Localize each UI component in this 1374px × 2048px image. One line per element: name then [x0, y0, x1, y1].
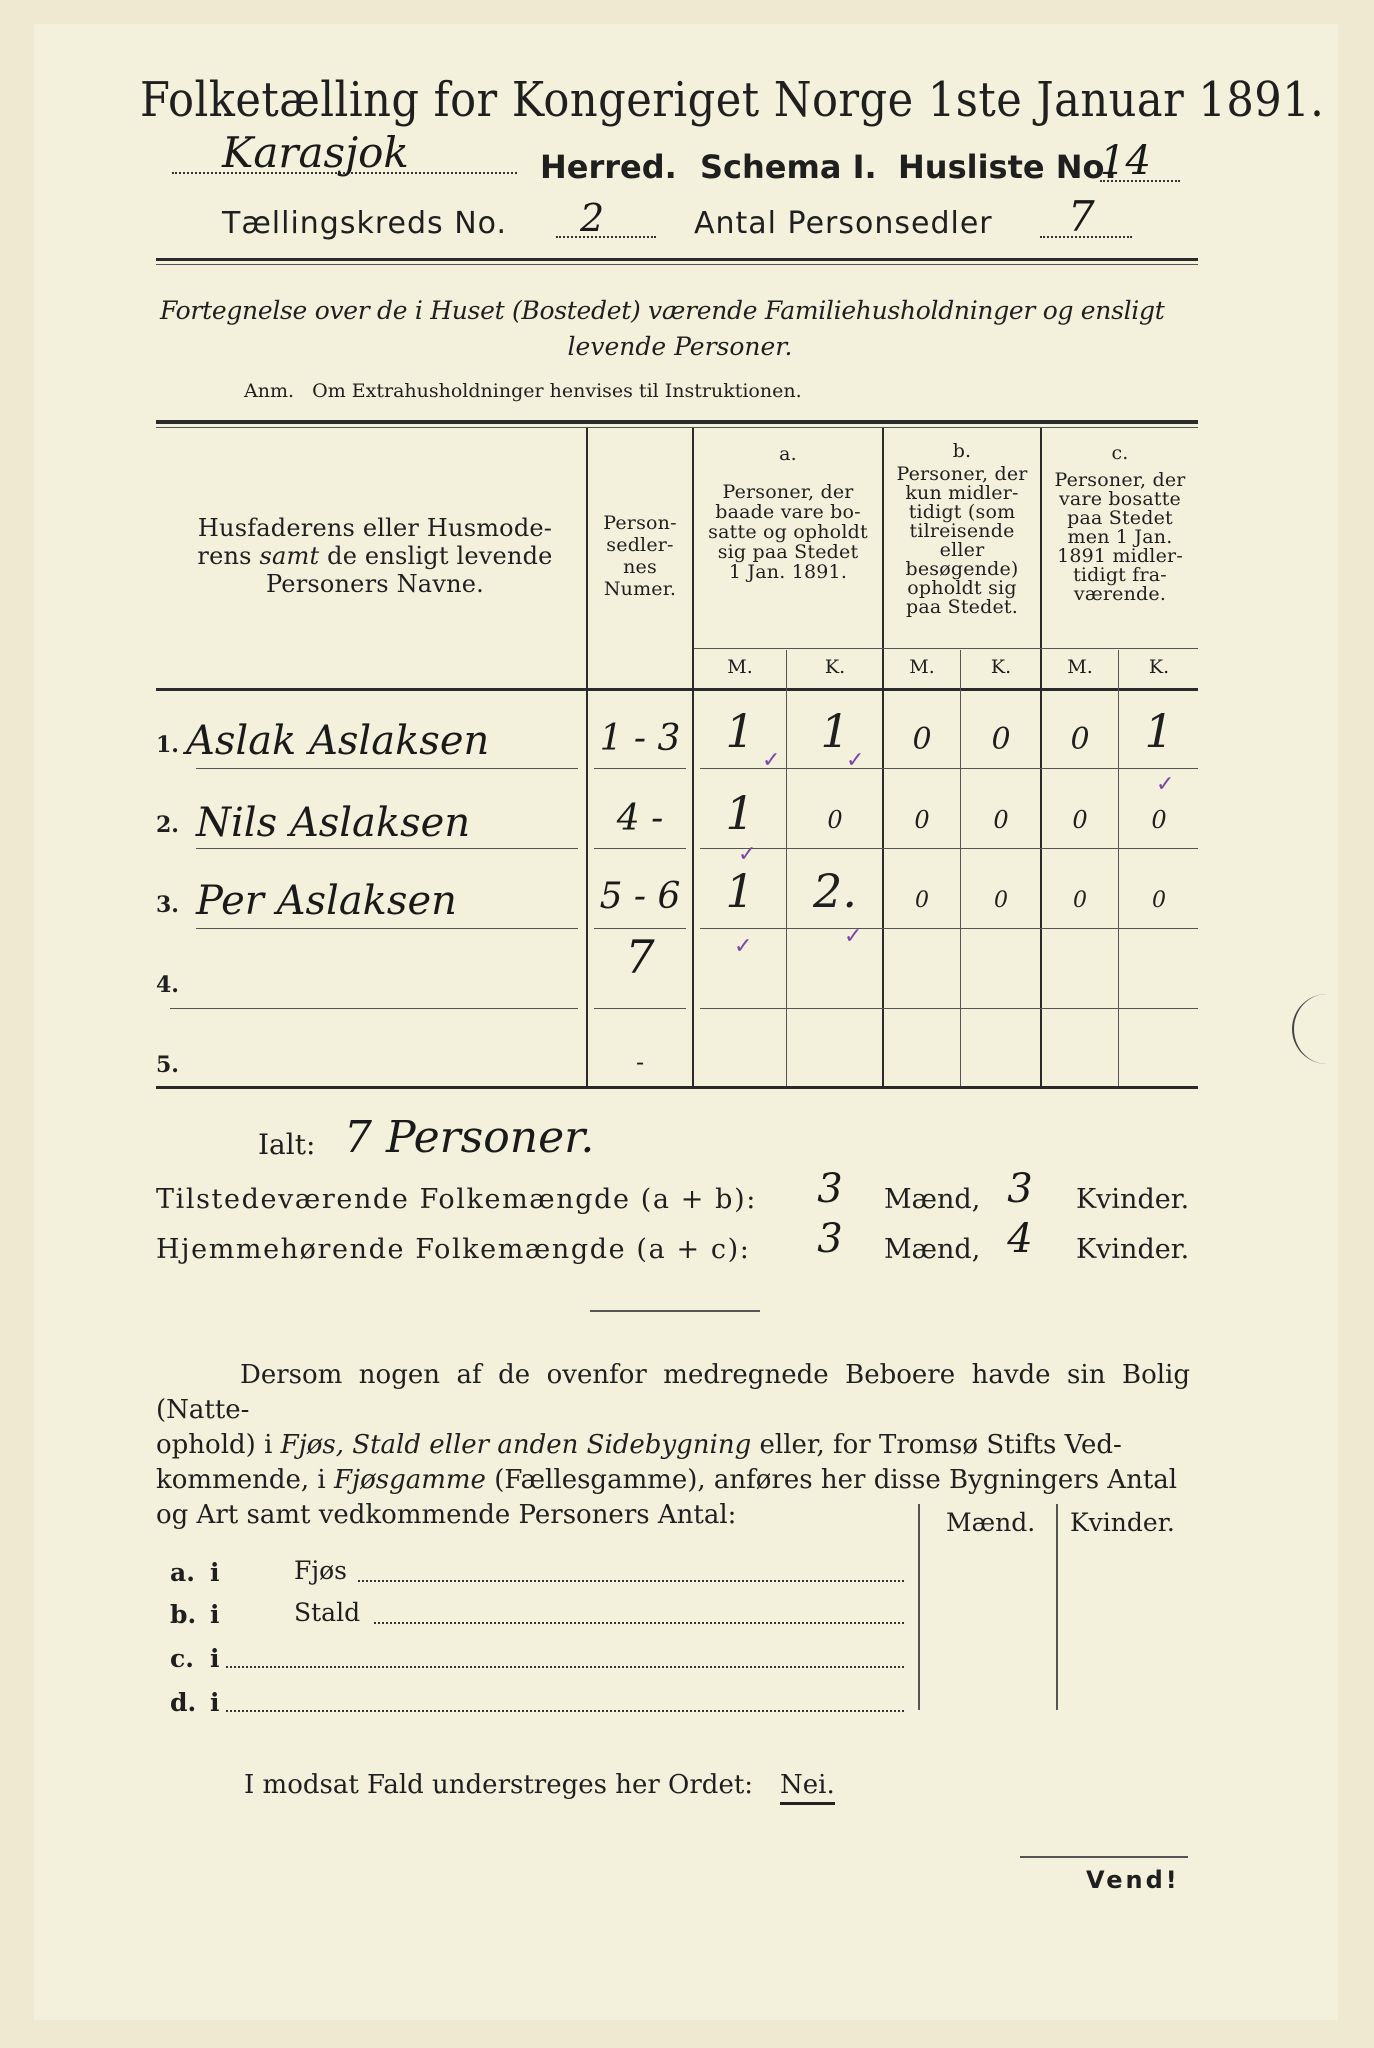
check-mark-icon: ✓	[738, 842, 757, 867]
hjemme-m: 3	[817, 1216, 843, 1262]
antal-label: Antal Personsedler	[694, 206, 993, 241]
tilstede-label: Tilstedeværende Folkemængde (a + b):	[156, 1184, 757, 1215]
buildings-maend-header: Mænd.	[946, 1508, 1036, 1537]
vend-rule	[1020, 1856, 1188, 1858]
row-line-4	[170, 1008, 578, 1009]
vend-label: Vend!	[1086, 1866, 1180, 1894]
hjemme-maend: Mænd,	[884, 1234, 981, 1265]
tilstede-m: 3	[817, 1166, 843, 1212]
check-mark-icon: ✓	[846, 748, 865, 773]
mk-rule	[694, 648, 1198, 649]
row-3-a-m: 1	[725, 864, 755, 918]
row-2-name: Nils Aslaksen	[196, 800, 471, 846]
tilstede-k: 3	[1007, 1166, 1033, 1212]
table-top-rule	[156, 420, 1198, 424]
row-3-b-m: 0	[915, 888, 929, 913]
header-rule-thin	[156, 264, 1198, 265]
schema-label: Schema I.	[700, 148, 877, 186]
mk-sep-c	[1118, 650, 1119, 1086]
row-4-num: 4.	[156, 972, 179, 998]
herred-value: Karasjok	[222, 128, 409, 177]
col-b-header: b. Personer, der kun midler- tidigt (som tilreisende eller besøgende) opholdt sig paa Stedet.	[896, 440, 1028, 618]
kreds-label: Tællingskreds No.	[222, 206, 507, 241]
husliste-dots	[1100, 180, 1180, 182]
hjemme-kvinder: Kvinder.	[1076, 1234, 1190, 1265]
mk-sep-a	[786, 650, 787, 1086]
husliste-value: 14	[1100, 138, 1151, 184]
val-line-2	[700, 848, 1198, 849]
row-5-sedler: -	[635, 1048, 645, 1076]
intro-line2: levende Personer.	[567, 332, 793, 361]
row-1-b-m: 0	[912, 722, 932, 757]
building-c-letter: c.	[170, 1644, 194, 1673]
row-1-a-k: 1	[820, 704, 850, 758]
row-line-1	[196, 768, 578, 769]
row-line-2	[196, 848, 578, 849]
row-1-c-m: 0	[1070, 722, 1090, 757]
ialt-value: 7 Personer.	[344, 1112, 595, 1163]
hjemme-label: Hjemmehørende Folkemængde (a + c):	[156, 1234, 751, 1265]
kreds-dots	[556, 236, 656, 238]
row-3-a-k: 2.	[813, 864, 857, 918]
row-2-sedler: 4 -	[616, 798, 664, 839]
check-mark-icon: ✓	[734, 934, 753, 959]
tilstede-kvinder: Kvinder.	[1076, 1184, 1190, 1215]
num-line-2	[594, 848, 686, 849]
a-k-label: K.	[824, 656, 846, 678]
row-line-3	[196, 928, 578, 929]
c-k-label: K.	[1148, 656, 1170, 678]
mk-sep-b	[960, 650, 961, 1086]
col-name-header: Husfaderens eller Husmode- rens samt de ensligt levende Personers Navne.	[197, 514, 553, 598]
building-b-label: Stald	[294, 1598, 361, 1627]
check-mark-icon: ✓	[844, 924, 863, 949]
herred-label: Herred.	[540, 148, 677, 186]
row-1-name: Aslak Aslaksen	[186, 718, 490, 764]
building-d-letter: d.	[170, 1688, 197, 1717]
val-line-3	[700, 928, 1198, 929]
b-k-label: K.	[990, 656, 1012, 678]
hjemme-k: 4	[1007, 1216, 1033, 1262]
modsat-label: I modsat Fald understreges her Ordet:	[244, 1770, 754, 1800]
row-2-a-k: 0	[827, 806, 843, 834]
col-num-header: Person- sedler- nes Numer.	[603, 512, 677, 600]
row-3-num: 3.	[156, 892, 179, 918]
building-a-i: i	[210, 1558, 220, 1587]
row-1-num: 1.	[156, 732, 179, 758]
tilstede-maend: Mænd,	[884, 1184, 981, 1215]
num-line-3	[594, 928, 686, 929]
building-c-i: i	[210, 1644, 220, 1673]
section-divider	[590, 1310, 760, 1312]
c-m-label: M.	[1067, 656, 1093, 678]
building-b-letter: b.	[170, 1600, 197, 1629]
buildings-para: Dersom nogen af de ovenfor medregnede Beboere havde sin Bolig (Natte- ophold) i Fjøs, Stald eller anden Sidebygning eller, for Tromsø Stifts Ved- kommende, i Fjøsgamme (Fællesgamme), anføres her disse Bygningers Antal og Art samt vedkommende Personers Antal:	[156, 1360, 1190, 1530]
row-3-name: Per Aslaksen	[196, 878, 457, 924]
intro-line1: Fortegnelse over de i Huset (Bostedet) værende Familiehusholdninger og ensligt	[160, 296, 1165, 325]
row-2-c-k: 0	[1151, 806, 1167, 834]
buildings-kvinder-header: Kvinder.	[1070, 1508, 1175, 1537]
building-c-dots	[226, 1666, 904, 1668]
nei-word: Nei.	[780, 1770, 835, 1805]
antal-value: 7	[1068, 192, 1095, 241]
col-a-header: a. Personer, der baade vare bo- satte og opholdt sig paa Stedet 1 Jan. 1891.	[708, 443, 868, 583]
row-2-a-m: 1	[725, 786, 755, 840]
anm-note: Anm. Om Extrahusholdninger henvises til Instruktionen.	[244, 380, 802, 402]
b-m-label: M.	[909, 656, 935, 678]
row-1-sedler: 1 - 3	[599, 718, 681, 759]
col-c-header: c. Personer, der vare bosatte paa Stedet men 1 Jan. 1891 midler- tidigt fra- værende.	[1054, 442, 1186, 605]
row-1-a-m: 1	[725, 704, 755, 758]
ialt-label: Ialt:	[258, 1128, 316, 1161]
antal-dots	[1040, 236, 1132, 238]
row-5-num: 5.	[156, 1052, 179, 1078]
row-2-c-m: 0	[1072, 806, 1088, 834]
row-2-b-k: 0	[993, 806, 1009, 834]
row-3-sedler: 5 - 6	[599, 876, 681, 917]
row-4-sedler: 7	[625, 930, 655, 984]
husliste-label: Husliste No.	[898, 148, 1117, 186]
building-a-letter: a.	[170, 1558, 195, 1587]
building-d-dots	[226, 1710, 904, 1712]
form-title: Folketælling for Kongeriget Norge 1ste Januar 1891.	[140, 72, 1325, 128]
buildings-col-sep-2	[1056, 1504, 1058, 1710]
row-1-b-k: 0	[991, 722, 1011, 757]
table-bottom-rule	[156, 1086, 1198, 1089]
check-mark-icon: ✓	[762, 748, 781, 773]
num-line-4	[594, 1008, 686, 1009]
row-3-b-k: 0	[994, 888, 1008, 913]
val-line-4	[700, 1008, 1198, 1009]
building-a-label: Fjøs	[294, 1556, 347, 1585]
building-a-dots	[358, 1580, 904, 1582]
row-2-b-m: 0	[914, 806, 930, 834]
row-3-c-m: 0	[1073, 888, 1087, 913]
building-b-i: i	[210, 1600, 220, 1629]
kreds-value: 2	[580, 196, 605, 240]
buildings-col-sep-1	[918, 1504, 920, 1710]
row-1-c-k: 1	[1144, 704, 1174, 758]
building-d-i: i	[210, 1688, 220, 1717]
row-3-c-k: 0	[1152, 888, 1166, 913]
row-2-num: 2.	[156, 812, 179, 838]
a-m-label: M.	[727, 656, 753, 678]
num-line-1	[594, 768, 686, 769]
check-mark-icon: ✓	[1156, 772, 1175, 797]
building-b-dots	[374, 1622, 904, 1624]
header-rule	[156, 258, 1198, 261]
